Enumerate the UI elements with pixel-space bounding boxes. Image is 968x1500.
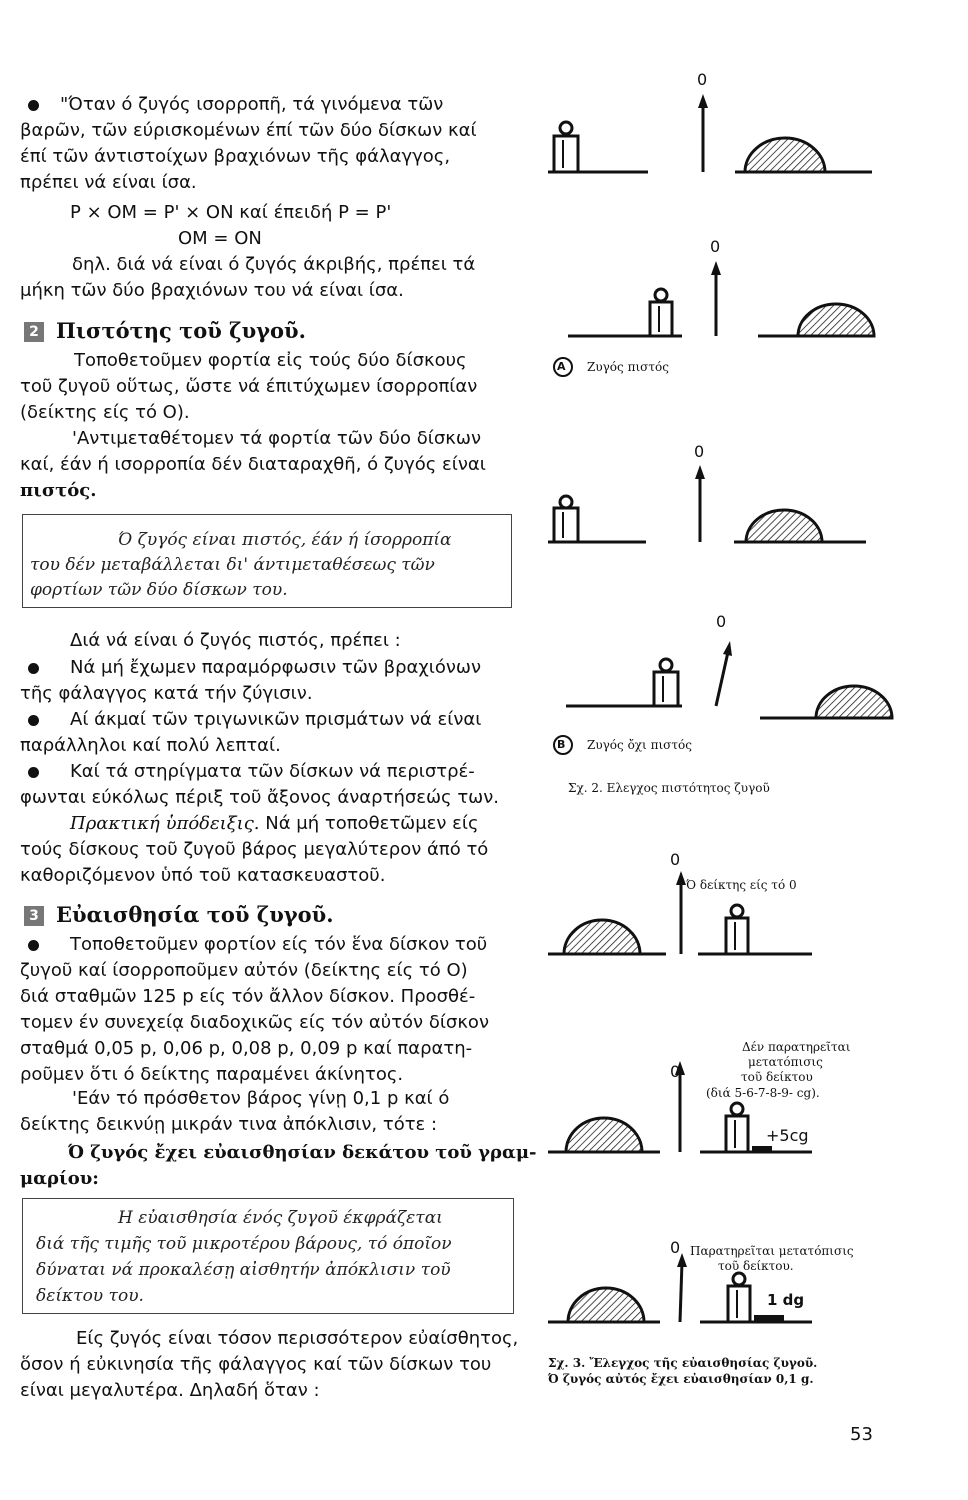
small-weight-icon bbox=[754, 1315, 784, 1322]
pointer-icon bbox=[680, 1262, 682, 1322]
s3-line-2: ζυγοῦ καί ίσορροποῦμεν αὐτόν (δείκτης είς τό Ο) bbox=[20, 960, 468, 981]
intro-line-1: "Όταν ό ζυγός ισορροπῆ, τά γινόμενα τῶν bbox=[30, 92, 443, 118]
fig3-note-2-line-4: (διά 5-6-7-8-9- cg). bbox=[706, 1086, 820, 1100]
label-b-text: Ζυγός ὄχι πιστός bbox=[587, 738, 692, 752]
pointer-icon bbox=[716, 652, 728, 706]
section-3-number-icon: 3 bbox=[24, 906, 44, 926]
fig2-zero-1: 0 bbox=[697, 70, 708, 89]
intro-line-7: δηλ. διά νά είναι ό ζυγός άκριβής, πρέπει τά bbox=[72, 254, 476, 275]
pan-icon bbox=[798, 304, 874, 336]
label-a: A bbox=[557, 360, 566, 373]
s2-line-5: καί, έάν ή ισορροπία δέν διαταραχθῆ, ό ζυγός είναι bbox=[20, 454, 486, 475]
fig2-zero-4: 0 bbox=[716, 612, 727, 631]
closing-line-1: Είς ζυγός είναι τόσον περισσότερον εὐαίσθητος, bbox=[76, 1328, 519, 1349]
intro-line-2: βαρῶν, τῶν εύρισκομένων έπί τῶν δύο δίσκων καί bbox=[20, 120, 477, 141]
closing-line-2: ὅσον ή εὐκινησία τῆς φάλαγγος καί τῶν δίσκων του bbox=[20, 1354, 492, 1375]
section-2-number-icon: 2 bbox=[24, 322, 44, 342]
s2-line-1: Τοποθετοῦμεν φορτία εἰς τούς δύο δίσκους bbox=[74, 350, 467, 371]
fig3-caption-line-1: Σχ. 3. Ἔλεγχος τῆς εὐαισθησίας ζυγοῦ. bbox=[548, 1356, 818, 1370]
req-1-line-1: Νά μή ἔχωμεν παραμόρφωσιν τῶν βραχιόνων bbox=[30, 655, 481, 681]
req-2-line-1: Αί άκμαί τῶν τριγωνικῶν πρισμάτων νά είναι bbox=[30, 707, 481, 733]
fig3-note-2-line-2: μετατόπισις bbox=[748, 1055, 823, 1069]
s3-line-4: τομεν έν συνεχείᾳ διαδοχικῶς είς τόν αὐτόν δίσκον bbox=[20, 1012, 490, 1033]
label-a-text: Ζυγός πιστός bbox=[587, 360, 669, 374]
weight-icon bbox=[650, 302, 672, 336]
fig2-caption: Σχ. 2. Ελεγχος πιστότητος ζυγοῦ bbox=[568, 781, 770, 795]
closing-line-3: είναι μεγαλυτέρα. Δηλαδή ὅταν : bbox=[20, 1380, 320, 1401]
intro-line-3: έπί τῶν άντιστοίχων βραχιόνων τῆς φάλαγγος, bbox=[20, 146, 451, 167]
fig2-scale-b2 bbox=[566, 641, 892, 718]
fig3-note-3-line-2: τοῦ δείκτου. bbox=[718, 1259, 794, 1273]
req-3-line-2: φωνται εύκόλως πέριξ τοῦ ἄξονος άναρτήσεώς των. bbox=[20, 787, 500, 808]
conclusion-line-1: Ό ζυγός ἔχει εὐαισθησίαν δεκάτου τοῦ γραμ- bbox=[68, 1142, 537, 1163]
box2-line-4: δείκτου του. bbox=[36, 1286, 144, 1306]
box2-line-3: δύναται νά προκαλέσῃ αἰσθητήν ἀπόκλισιν τοῦ bbox=[36, 1260, 451, 1280]
weight-icon bbox=[728, 1286, 750, 1322]
small-weight-icon bbox=[752, 1146, 772, 1152]
fig2-zero-2: 0 bbox=[710, 237, 721, 256]
intro-line-8: μήκη τῶν δύο βραχιόνων του νά είναι ίσα. bbox=[20, 280, 404, 301]
fig3-note-1: Ό δείκτης είς τό 0 bbox=[686, 878, 797, 892]
s2-line-4: 'Αντιμεταθέτομεν τά φορτία τῶν δύο δίσκων bbox=[72, 428, 482, 449]
requirements-intro: Διά νά είναι ό ζυγός πιστός, πρέπει : bbox=[70, 630, 401, 651]
pan-icon bbox=[564, 920, 640, 954]
fig3-weight-5cg: +5cg bbox=[766, 1126, 809, 1145]
s3-line-1: Τοποθετοῦμεν φορτίον είς τόν ἕνα δίσκον τοῦ bbox=[30, 932, 487, 958]
fig2-scale-b1 bbox=[548, 465, 866, 542]
s3-line-3: διά σταθμῶν 125 p είς τόν ἄλλον δίσκον. Προσθέ- bbox=[20, 986, 476, 1007]
box1-line-3: φορτίων τῶν δύο δίσκων του. bbox=[30, 580, 288, 600]
fig2-scale-a2 bbox=[568, 261, 874, 336]
fig3-zero-1: 0 bbox=[670, 850, 681, 869]
box2-line-1: Η εὐαισθησία ένός ζυγοῦ έκφράζεται bbox=[118, 1208, 443, 1228]
req-1-line-2: τῆς φάλαγγος κατά τήν ζύγισιν. bbox=[20, 683, 313, 704]
s2-line-3: (δείκτης είς τό Ο). bbox=[20, 402, 190, 423]
box1-line-1: Ό ζυγός είναι πιστός, έάν ή ίσορροπία bbox=[118, 530, 452, 550]
s3-line-6: ροῦμεν ὅτι ό δείκτης παραμένει άκίνητος. bbox=[20, 1064, 404, 1085]
fig3-note-2-line-1: Δέν παρατηρεῖται bbox=[742, 1040, 851, 1054]
s2-last-word: πιστός. bbox=[20, 480, 97, 501]
formula-line-2: OM = ON bbox=[178, 228, 262, 249]
weight-icon bbox=[554, 508, 578, 542]
section-3-title: Εὐαισθησία τοῦ ζυγοῦ. bbox=[56, 902, 334, 927]
fig3-note-2-line-3: τοῦ δείκτου bbox=[741, 1070, 813, 1084]
pan-icon bbox=[745, 138, 825, 172]
s3-line-8: δείκτης δεικνύῃ μικράν τινα ἀπόκλισιν, τότε : bbox=[20, 1114, 438, 1135]
weight-icon bbox=[654, 672, 678, 706]
weight-icon bbox=[554, 136, 578, 172]
section-2-title: Πιστότης τοῦ ζυγοῦ. bbox=[56, 318, 306, 343]
fig3-zero-3: 0 bbox=[670, 1238, 681, 1257]
req-2-line-2: παράλληλοι καί πολύ λεπταί. bbox=[20, 735, 281, 756]
fig2-zero-3: 0 bbox=[694, 442, 705, 461]
s3-line-5: σταθμά 0,05 p, 0,06 p, 0,08 p, 0,09 p καί παρατη- bbox=[20, 1038, 473, 1059]
fig3-caption-line-2: Ό ζυγός αὐτός ἔχει εὐαισθησίαν 0,1 g. bbox=[548, 1372, 814, 1386]
fig3-weight-1dg: 1 dg bbox=[767, 1291, 805, 1309]
box1-line-2: του δέν μεταβάλλεται δι' άντιμεταθέσεως τῶν bbox=[30, 555, 435, 575]
box2-line-2: διά τῆς τιμῆς τοῦ μικροτέρου βάρους, τό όποῖον bbox=[36, 1234, 452, 1254]
page-number: 53 bbox=[850, 1424, 873, 1445]
s2-line-2: τοῦ ζυγοῦ οὕτως, ὥστε νά έπιτύχωμεν ίσορροπίαν bbox=[20, 376, 478, 397]
pan-icon bbox=[816, 686, 892, 718]
hint-line-2: τούς δίσκους τοῦ ζυγοῦ βάρος μεγαλύτερον άπό τό bbox=[20, 839, 489, 860]
fig3-zero-2: 0 bbox=[670, 1062, 681, 1081]
pan-icon bbox=[568, 1288, 644, 1322]
weight-icon bbox=[726, 918, 748, 954]
fig2-scale-a1 bbox=[548, 94, 872, 172]
pan-icon bbox=[746, 510, 822, 542]
label-b: B bbox=[557, 738, 566, 751]
s3-line-7: 'Εάν τό πρόσθετον βάρος γίνῃ 0,1 p καί ό bbox=[72, 1088, 450, 1109]
hint-line-3: καθοριζόμενον ὑπό τοῦ κατασκευαστοῦ. bbox=[20, 865, 386, 886]
weight-icon bbox=[726, 1116, 748, 1152]
formula-line-1: P × OM = P' × ON καί έπειδή P = P' bbox=[70, 202, 392, 223]
fig3-note-3-line-1: Παρατηρεῖται μετατόπισις bbox=[690, 1244, 854, 1258]
pan-icon bbox=[566, 1118, 642, 1152]
intro-line-4: πρέπει νά είναι ίσα. bbox=[20, 172, 197, 193]
req-3-line-1: Καί τά στηρίγματα τῶν δίσκων νά περιστρέ- bbox=[30, 759, 475, 785]
conclusion-line-2: μαρίου: bbox=[20, 1168, 99, 1189]
practical-hint: Πρακτική ὑπόδειξις. Νά μή τοποθετῶμεν είς bbox=[70, 813, 479, 834]
